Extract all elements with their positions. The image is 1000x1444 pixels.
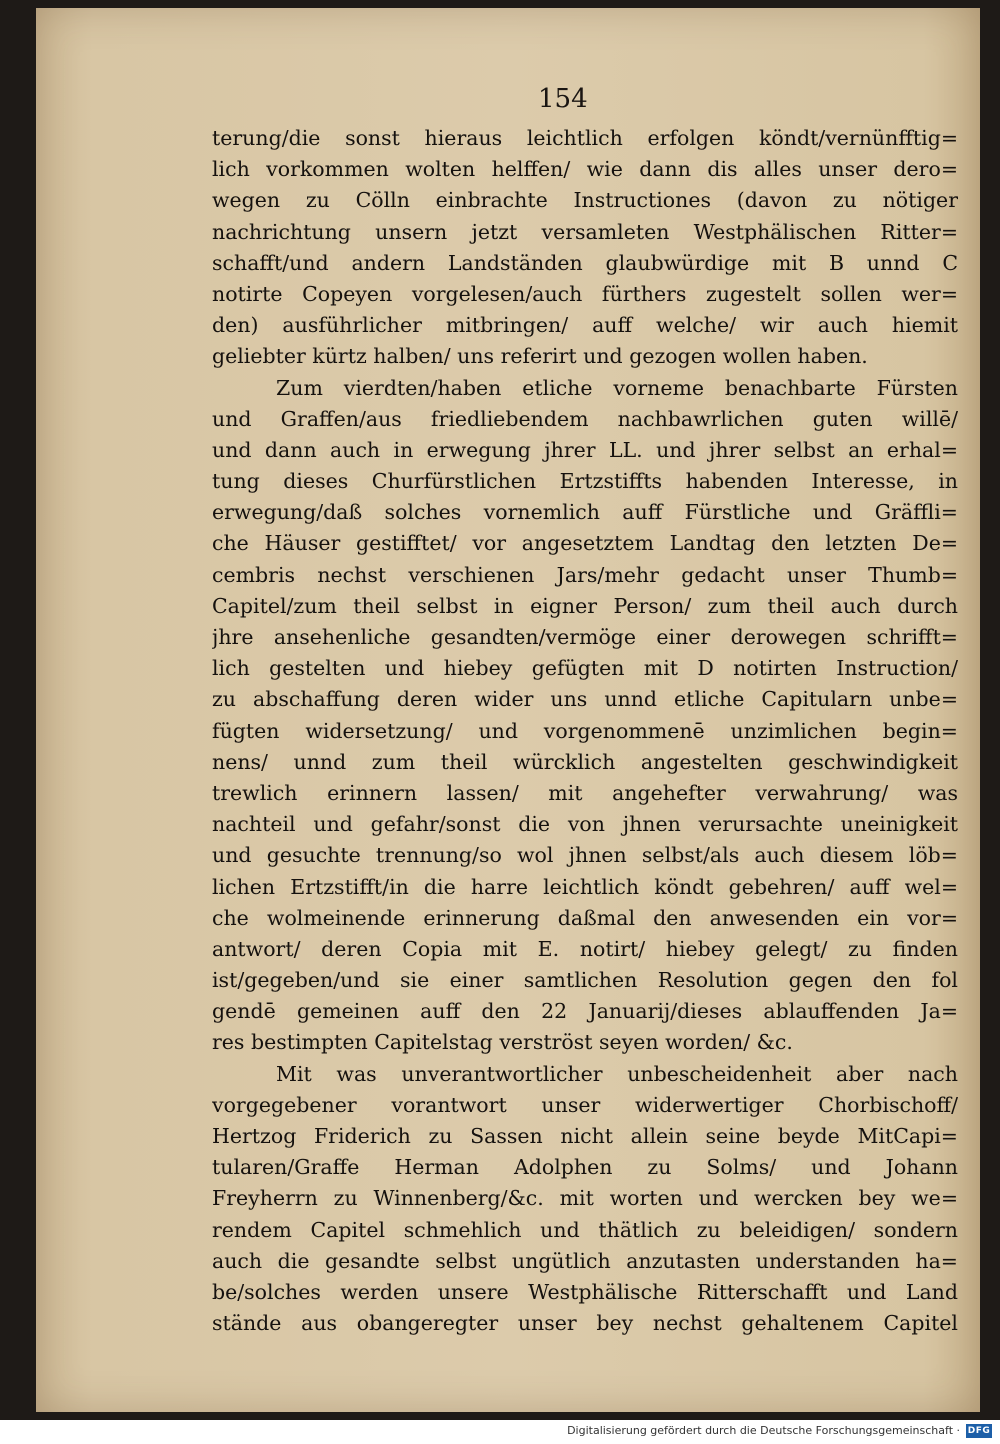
text-line: und dann auch in erwegung jhrer LL. und jhrer selbst an erhal= (212, 437, 958, 462)
text-line: tung dieses Churfürstlichen Ertzstiffts habenden Interesse, in (212, 469, 958, 494)
footer-bar (0, 1420, 1000, 1444)
text-line: erwegung/daß solches vornemlich auff Fürstliche und Gräffli= (212, 500, 958, 525)
page-number: 154 (538, 84, 588, 114)
text-line: zu abschaffung deren wider uns unnd etliche Capitularn unbe= (212, 687, 958, 712)
text-line: und gesuchte trennung/so wol jhnen selbst/als auch diesem löb= (212, 843, 958, 868)
text-line: auch die gesandte selbst ungütlich anzutasten understanden ha= (212, 1248, 958, 1273)
text-line: be/solches werden unsere Westphälische Ritterschafft und Land (212, 1279, 958, 1304)
text-line: wegen zu Cölln einbrachte Instructiones (davon zu nötiger (212, 188, 958, 213)
text-line: Freyherrn zu Winnenberg/&c. mit worten und wercken bey we= (212, 1186, 958, 1211)
text-line: antwort/ deren Copia mit E. notirt/ hiebey gelegt/ zu finden (212, 936, 958, 961)
text-line: rendem Capitel schmehlich und thätlich zu beleidigen/ sondern (212, 1217, 958, 1242)
text-line: und Graffen/aus friedliebendem nachbawrlichen guten willē/ (212, 406, 958, 431)
text-line: che Häuser gestifftet/ vor angesetztem Landtag den letzten De= (212, 531, 958, 556)
text-line: schafft/und andern Landständen glaubwürdige mit B unnd C (212, 250, 958, 275)
text-line: Mit was unverantwortlicher unbescheidenheit aber nach (276, 1061, 958, 1086)
text-line: Capitel/zum theil selbst in eigner Person/ zum theil auch durch (212, 593, 958, 618)
text-line: stände aus obangeregter unser bey nechst gehaltenem Capitel (212, 1311, 958, 1336)
text-line: gendē gemeinen auff den 22 Januarij/dieses ablauffenden Ja= (212, 999, 958, 1024)
text-line: jhre ansehenliche gesandten/vermöge einer derowegen schrifft= (212, 625, 958, 649)
dfg-logo: DFG (967, 1426, 991, 1436)
text-line: che wolmeinende erinnerung daßmal den anwesenden ein vor= (212, 905, 958, 930)
footer-credit: Digitalisierung gefördert durch die Deutsche Forschungsgemeinschaft · (567, 1424, 960, 1437)
text-line: trewlich erinnern lassen/ mit angehefter verwahrung/ was (212, 780, 958, 805)
text-line: lich vorkommen wolten helffen/ wie dann dis alles unser dero= (212, 157, 958, 182)
text-line: nens/ unnd zum theil würcklich angestelten geschwindigkeit (212, 749, 958, 774)
text-line: lichen Ertzstifft/in die harre leichtlich köndt gebehren/ auff wel= (212, 874, 958, 899)
body-text (212, 123, 958, 1339)
text-line: nachteil und gefahr/sonst die von jhnen verursachte uneinigkeit (212, 812, 958, 837)
text-line: fügten widersetzung/ und vorgenommenē unzimlichen begin= (212, 718, 958, 743)
text-line: geliebter kürtz halben/ uns referirt und gezogen wollen haben. (212, 344, 868, 369)
text-line: Hertzog Friderich zu Sassen nicht allein seine beyde MitCapi= (212, 1124, 958, 1148)
text-line: den) ausführlicher mitbringen/ auff welche/ wir auch hiemit (212, 313, 958, 338)
text-line: notirte Copeyen vorgelesen/auch fürthers zugestelt sollen wer= (212, 281, 958, 306)
text-line: lich gestelten und hiebey gefügten mit D notirten Instruction/ (212, 656, 958, 681)
text-line: terung/die sonst hieraus leichtlich erfolgen köndt/vernünfftig= (212, 126, 958, 150)
text-line: tularen/Graffe Herman Adolphen zu Solms/ und Johann (212, 1155, 958, 1180)
text-line: nachrichtung unsern jetzt versamleten Westphälischen Ritter= (212, 219, 958, 244)
text-line: ist/gegeben/und sie einer samtlichen Resolution gegen den fol (212, 968, 958, 993)
text-line: vorgegebener vorantwort unser widerwertiger Chorbischoff/ (212, 1092, 958, 1117)
text-line: cembris nechst verschienen Jars/mehr gedacht unser Thumb= (212, 562, 958, 587)
text-line: res bestimpten Capitelstag verströst seyen worden/ &c. (212, 1030, 793, 1055)
text-line: Zum vierdten/haben etliche vorneme benachbarte Fürsten (276, 375, 958, 400)
